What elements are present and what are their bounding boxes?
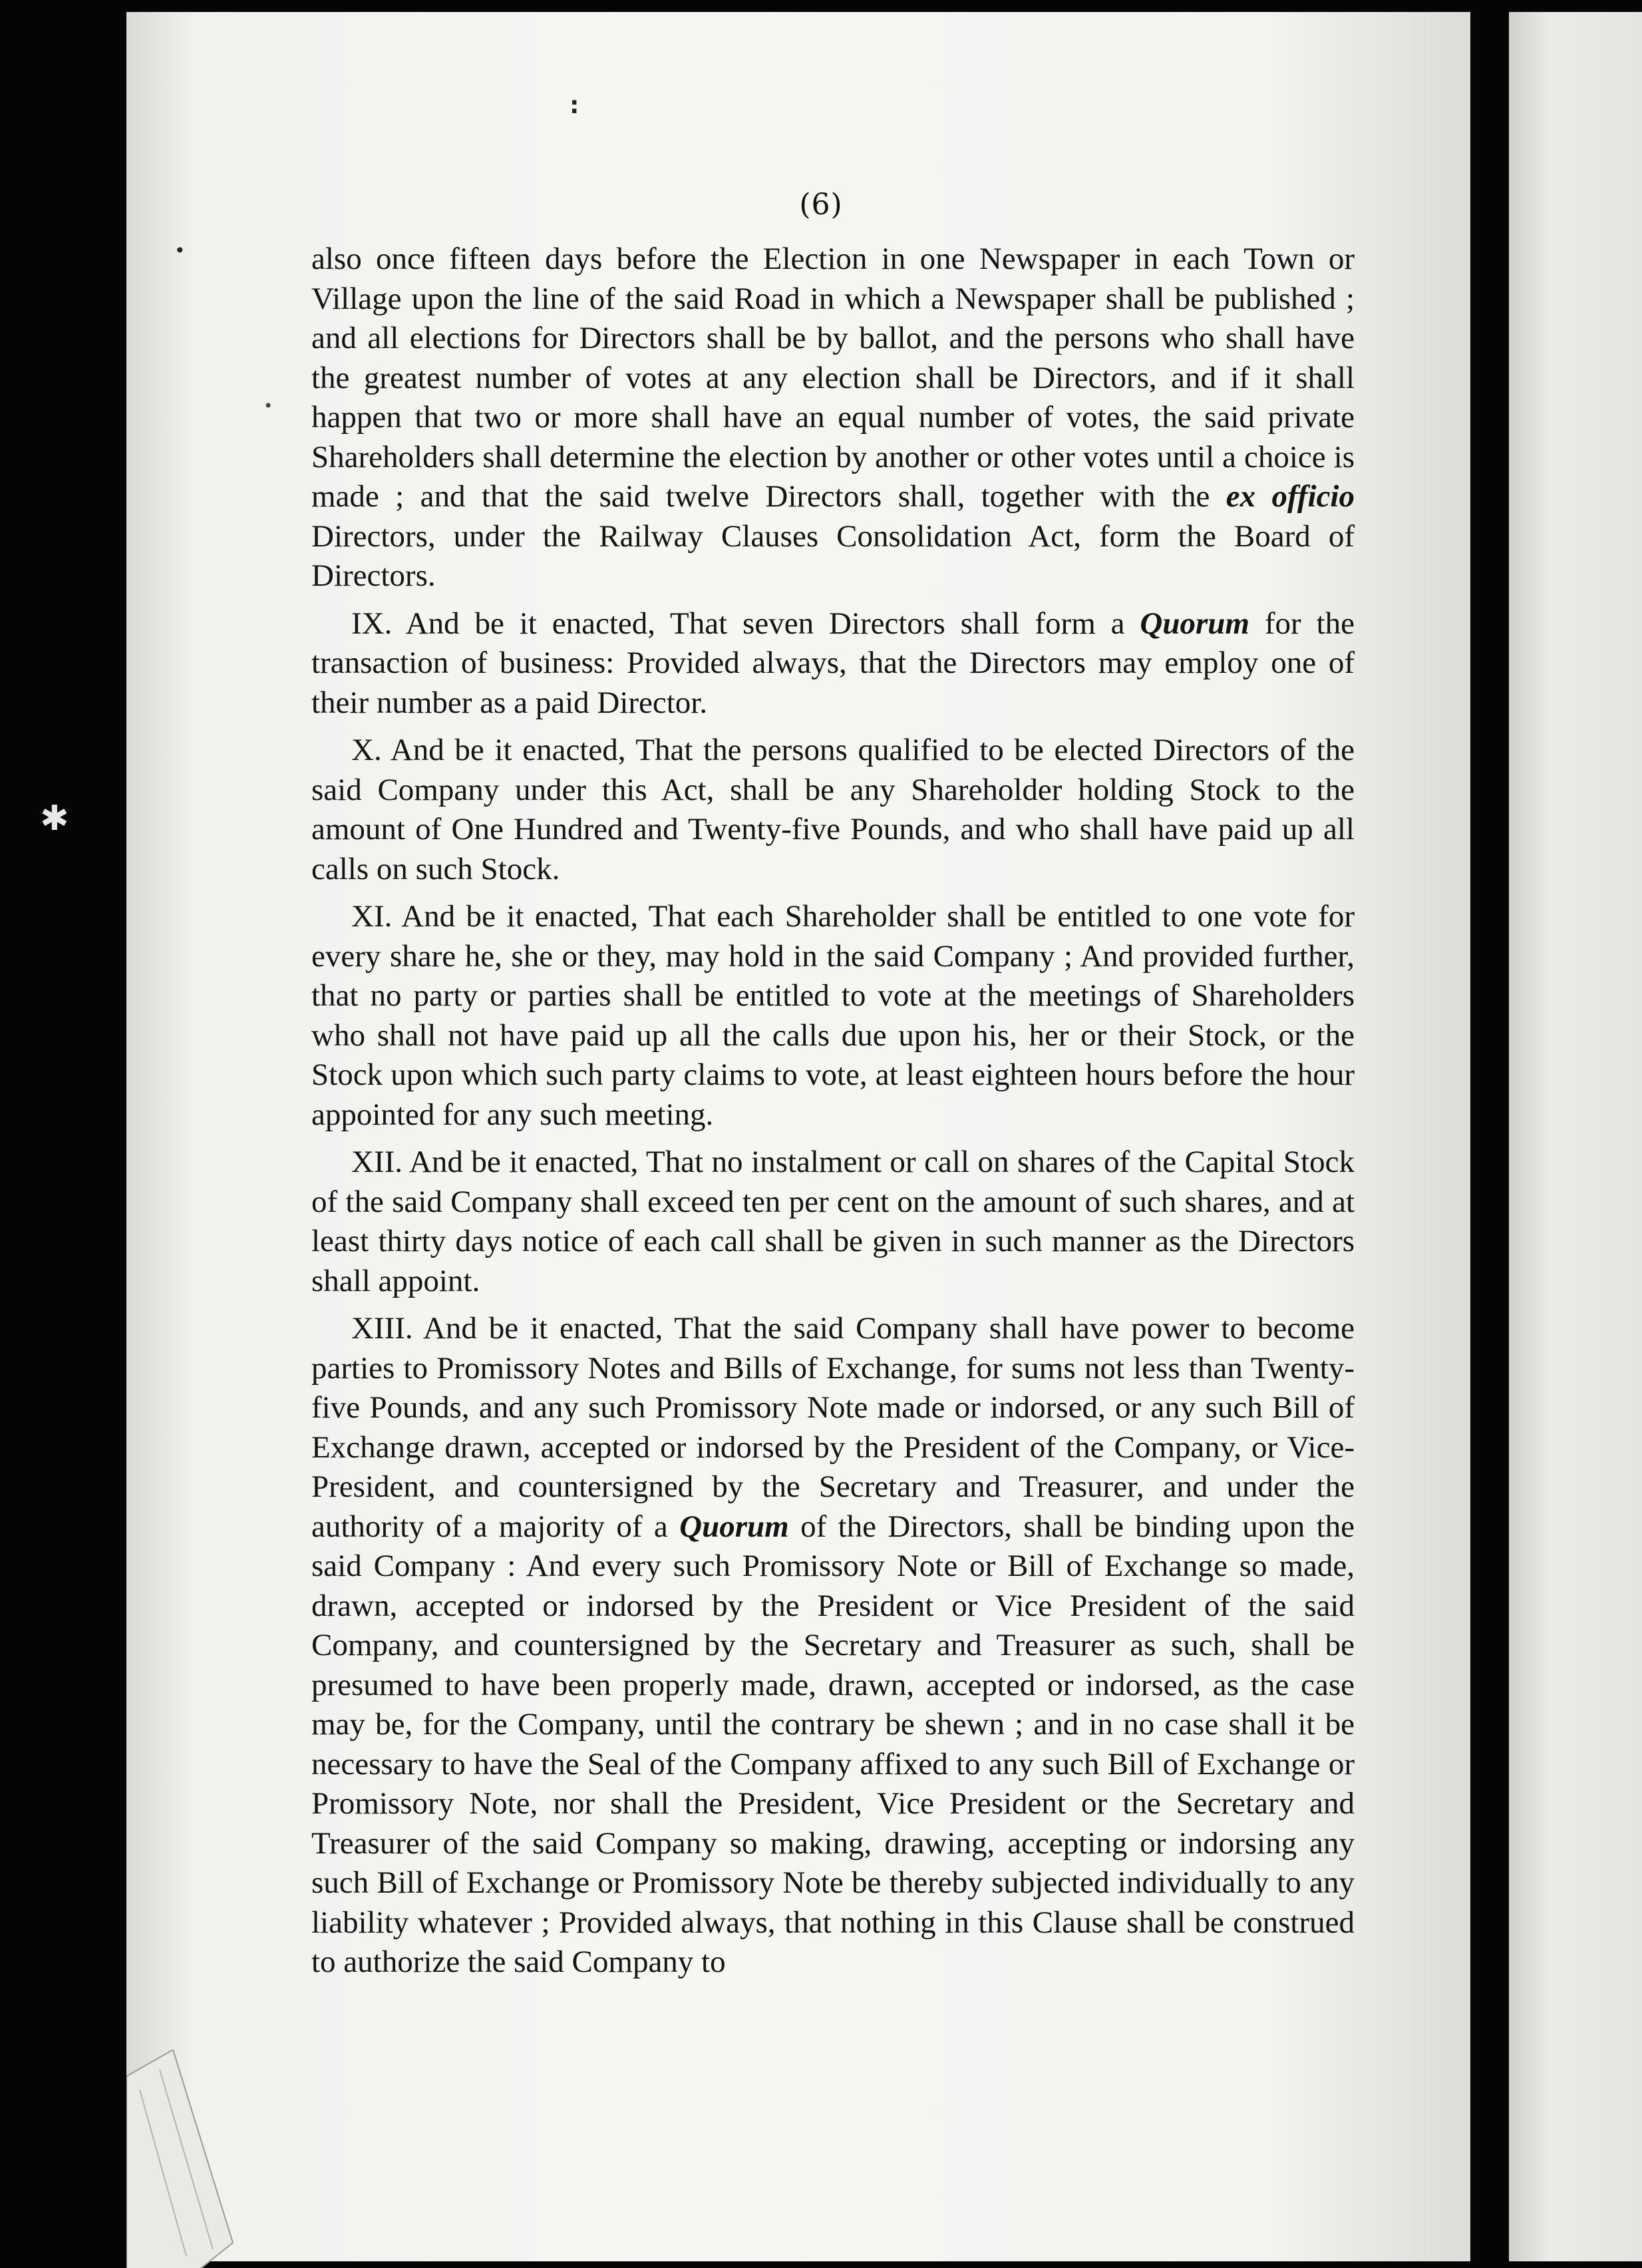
text-run: XIII. And be it enacted, That the said Company shall have power to become parties to Promissory Notes and Bills of Exchange, for sums not less than Twenty-five Pounds, and any such Promissory Note made or indorsed, or any such Bill of Exchange drawn, accepted or indorsed by the President of the Company, or Vice-President, and countersigned by the Secretary and Treasurer, and under the authority of a majority of a <box>311 1311 1355 1544</box>
paragraph-x <box>311 731 1355 889</box>
text-run: for the transaction of business: Provided always, that the Directors may employ one of their number as a paid Director. <box>311 606 1355 720</box>
text-run: also once fifteen days before the Election in one Newspaper in each Town or Village upon the line of the said Road in which a Newspaper shall be published ; and all elections for Directors shall be by ballot, and the persons who shall have the greatest number of votes at any election shall be Directors, and if it shall happen that two or more shall have an equal number of votes, the said private Shareholders shall determine the election by another or other votes until a choice is made ; and that the said twelve Directors shall, together with the <box>311 242 1355 514</box>
page-number: (6) <box>799 188 843 222</box>
text-run: Directors, under the Railway Clauses Consolidation Act, form the Board of Directors. <box>311 518 1355 593</box>
paragraph-viii-continued <box>311 240 1355 596</box>
text-run: of the Directors, shall be binding upon the said Company : And every such Promissory Note or Bill of Exchange so made, drawn, accepted or indorsed by the President or Vice President of the said Company, and countersigned by the Secretary and Treasurer as such, shall be presumed to have been properly made, drawn, accepted or indorsed, as the case may be, for the Company, until the contrary be shewn ; and in no case shall it be necessary to have the Seal of the Company affixed to any such Bill of Exchange or Promissory Note, nor shall the President, Vice President or the Secretary and Treasurer of the said Company so making, drawing, accepting or indorsing any such Bill of Exchange or Promissory Note be thereby subjected individually to any liability whatever ; Provided always, that nothing in this Clause shall be construed to authorize the said Company to <box>311 1509 1355 1979</box>
italic-term: Quorum <box>1140 606 1249 641</box>
paragraph-xii <box>311 1143 1355 1301</box>
adjacent-page-edge <box>1509 12 1642 2261</box>
text-run: XII. And be it enacted, That no instalment or call on shares of the Capital Stock of the said Company shall exceed ten per cent on the amount of such shares, and at least thirty days notice of each call shall be given in such manner as the Directors shall appoint. <box>311 1145 1355 1298</box>
text-run: X. And be it enacted, That the persons qualified to be elected Directors of the said Company under this Act, shall be any Shareholder holding Stock to the amount of One Hundred and Twenty-five Pounds, and who shall have paid up all calls on such Stock. <box>311 733 1355 886</box>
folded-corner-icon <box>126 2050 246 2268</box>
stray-ink-mark: : <box>570 92 579 119</box>
paragraph-xi <box>311 897 1355 1135</box>
stray-ink-dot: • <box>174 240 186 262</box>
paragraph-ix <box>311 604 1355 723</box>
scan-speck-icon: ✱ <box>40 799 69 839</box>
italic-term: ex officio <box>1226 479 1355 514</box>
stray-ink-dot: • <box>263 397 273 415</box>
paragraph-xiii <box>311 1309 1355 1983</box>
text-run: IX. And be it enacted, That seven Directors shall form a <box>351 606 1140 641</box>
body-text <box>311 240 1355 1990</box>
italic-term: Quorum <box>679 1509 789 1544</box>
text-run: XI. And be it enacted, That each Shareholder shall be entitled to one vote for every share he, she or they, may hold in the said Company ; And provided further, that no party or parties shall be entitled to vote at the meetings of Shareholders who shall not have paid up all the calls due upon his, her or their Stock, or the Stock upon which such party claims to vote, at least eighteen hours before the hour appointed for any such meeting. <box>311 899 1355 1132</box>
